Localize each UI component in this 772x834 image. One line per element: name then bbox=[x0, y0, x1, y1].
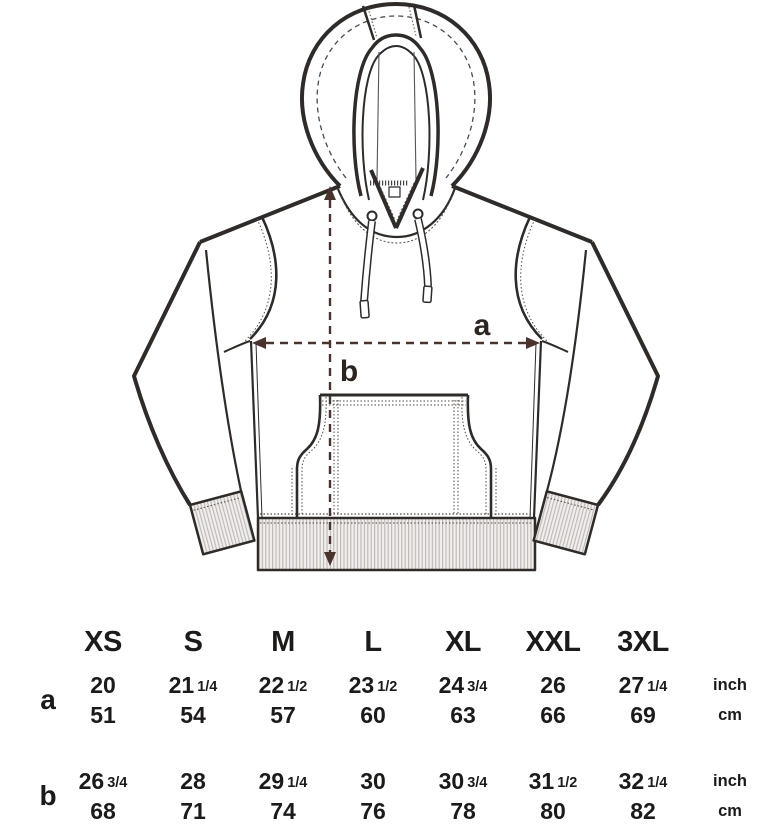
size-table bbox=[0, 600, 772, 826]
cell-b-cm-3XL: 82 bbox=[630, 797, 656, 824]
size-col-S: S bbox=[183, 625, 203, 658]
hoodie-body bbox=[200, 186, 592, 570]
cell-b-cm-S: 71 bbox=[180, 797, 206, 824]
left-cuff-ribbing bbox=[190, 491, 254, 554]
cell-a-inch-L: 23 1/2 bbox=[348, 671, 398, 698]
size-col-M: M bbox=[271, 625, 295, 658]
cell-b-cm-XXL: 80 bbox=[540, 797, 566, 824]
row-b-inch bbox=[0, 766, 772, 796]
row-a-inch bbox=[0, 670, 772, 700]
cell-b-cm-XL: 78 bbox=[450, 797, 476, 824]
cell-b-inch-XS: 26 3/4 bbox=[78, 767, 128, 794]
cell-b-inch-M: 29 1/4 bbox=[258, 767, 308, 794]
cell-a-inch-XL: 24 3/4 bbox=[438, 671, 488, 698]
unit-b-inch: inch bbox=[713, 771, 747, 790]
size-header-row bbox=[0, 622, 772, 662]
row-label-b: b bbox=[39, 780, 57, 811]
cell-a-inch-M: 22 1/2 bbox=[258, 671, 308, 698]
hem-ribbing bbox=[258, 514, 535, 570]
unit-a-cm: cm bbox=[718, 705, 742, 724]
right-eyelet bbox=[414, 210, 423, 219]
cell-a-inch-XS: 20 bbox=[90, 671, 116, 698]
row-label-a: a bbox=[40, 684, 56, 715]
sleeves bbox=[134, 242, 658, 554]
cell-b-cm-L: 76 bbox=[360, 797, 386, 824]
cell-b-inch-3XL: 32 1/4 bbox=[618, 767, 668, 794]
cell-a-cm-XL: 63 bbox=[450, 701, 476, 728]
row-b-cm bbox=[0, 796, 772, 826]
width-arrow bbox=[252, 337, 540, 349]
size-col-XS: XS bbox=[84, 625, 122, 658]
cell-b-inch-XXL: 31 1/2 bbox=[528, 767, 578, 794]
kangaroo-pocket bbox=[292, 395, 496, 518]
cell-b-inch-S: 28 bbox=[180, 767, 206, 794]
size-col-L: L bbox=[364, 625, 382, 658]
left-eyelet bbox=[368, 212, 377, 221]
width-label: a bbox=[473, 309, 491, 342]
cell-a-cm-M: 57 bbox=[270, 701, 296, 728]
cell-a-inch-XXL: 26 bbox=[540, 671, 566, 698]
cell-a-inch-3XL: 27 1/4 bbox=[618, 671, 668, 698]
size-col-3XL: 3XL bbox=[617, 625, 669, 658]
size-col-XL: XL bbox=[444, 625, 482, 658]
length-label: b bbox=[339, 355, 359, 388]
cell-a-cm-S: 54 bbox=[180, 701, 206, 728]
cell-a-cm-3XL: 69 bbox=[630, 701, 656, 728]
measure-group-b bbox=[0, 766, 772, 826]
left-aglet bbox=[360, 300, 369, 318]
unit-a-inch: inch bbox=[713, 675, 747, 694]
right-cuff-ribbing bbox=[534, 491, 598, 554]
cell-a-cm-XXL: 66 bbox=[540, 701, 566, 728]
right-aglet bbox=[423, 286, 432, 303]
cell-a-inch-S: 21 1/4 bbox=[168, 671, 218, 698]
cell-b-inch-XL: 30 3/4 bbox=[438, 767, 488, 794]
cell-b-inch-L: 30 bbox=[360, 767, 386, 794]
row-a-cm bbox=[0, 700, 772, 730]
cell-b-cm-M: 74 bbox=[270, 797, 296, 824]
measure-group-a bbox=[0, 670, 772, 730]
cell-a-cm-XS: 51 bbox=[90, 701, 116, 728]
size-col-XXL: XXL bbox=[525, 625, 581, 658]
cell-a-cm-L: 60 bbox=[360, 701, 386, 728]
unit-b-cm: cm bbox=[718, 801, 742, 820]
neck-label-tag bbox=[389, 187, 400, 197]
cell-b-cm-XS: 68 bbox=[90, 797, 116, 824]
